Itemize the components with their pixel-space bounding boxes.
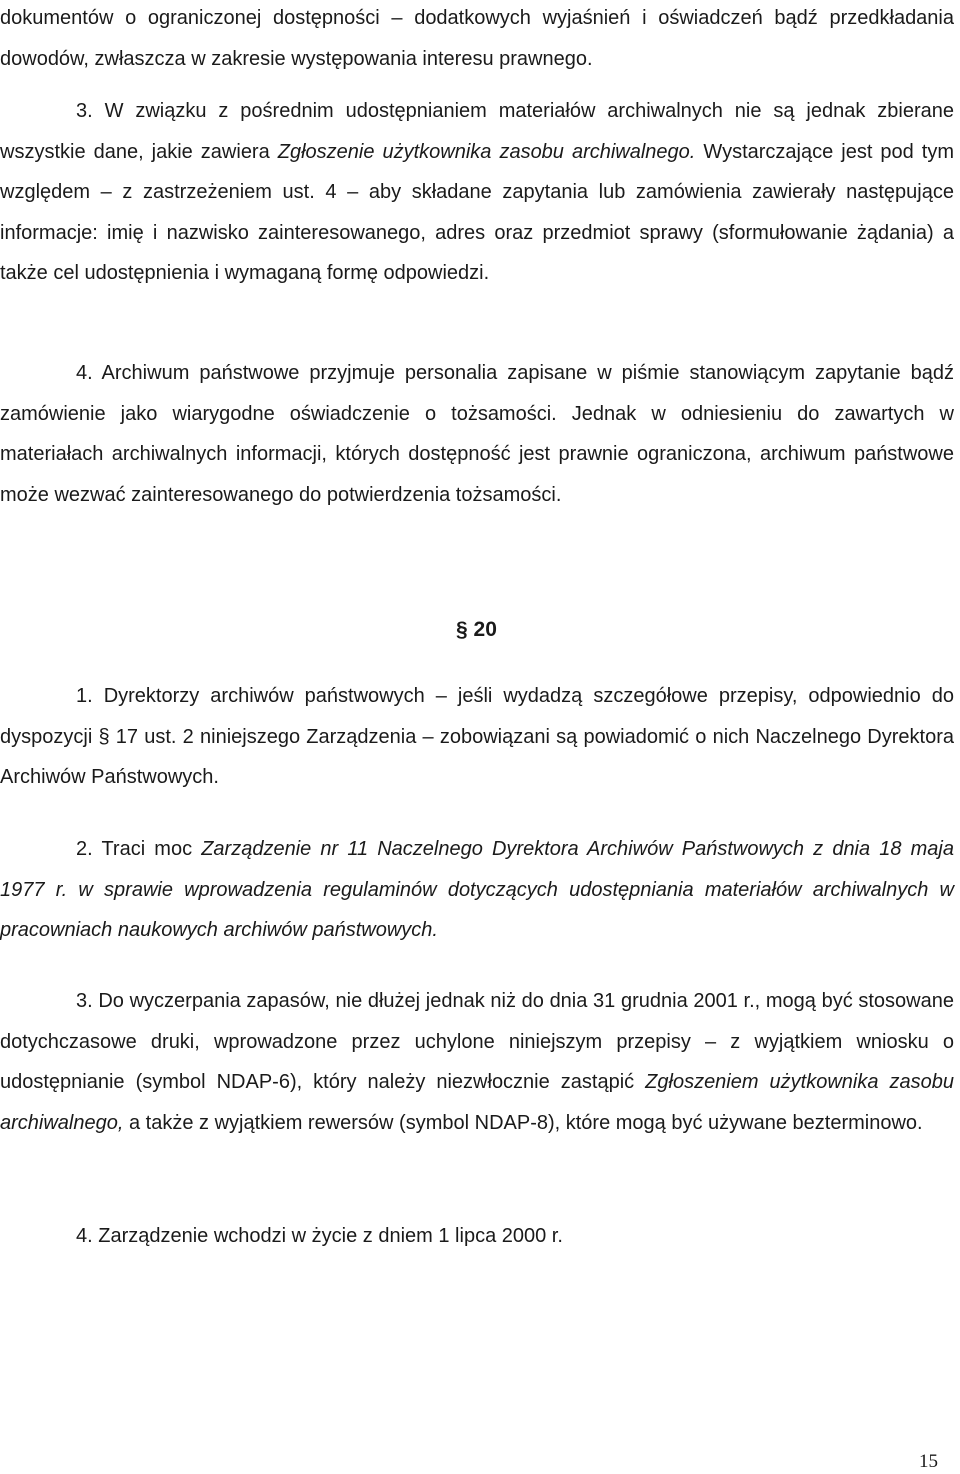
paragraph-3 xyxy=(0,91,954,294)
section-20-paragraph-4-text: 4. Zarządzenie wchodzi w życie z dniem 1 lipca 2000 r. xyxy=(76,1225,563,1247)
paragraph-3-italic: Zgłoszenie użytkownika zasobu archiwalnego. xyxy=(277,140,696,163)
paragraph-4-text: 4. Archiwum państwowe przyjmuje personalia zapisane w piśmie stanowiącym zapytanie bądź zamówienie jako wiarygodne oświadczenie o tożsamości. Jednak w odniesieniu do zawartych w materiałach archiwalnych informacji, których dostępność jest prawnie ograniczona, archiwum państwowe może wezwać zainteresowanego do potwierdzenia tożsamości. xyxy=(0,362,954,506)
section-20-paragraph-3-italic: Zgłoszeniem użytkownika zasobu archiwalnego, xyxy=(0,1071,954,1134)
section-20-paragraph-2-text: 2. Traci moc xyxy=(76,838,202,860)
section-20-paragraph-2 xyxy=(0,829,954,951)
section-20-paragraph-3 xyxy=(0,981,954,1143)
paragraph-intro xyxy=(0,0,954,79)
section-heading: § 20 xyxy=(456,618,497,641)
section-20-paragraph-1-text: 1. Dyrektorzy archiwów państwowych – jeśli wydadzą szczegółowe przepisy, odpowiednio do dyspozycji § 17 ust. 2 niniejszego Zarządzenia – zobowiązani są powiadomić o nich Naczelnego Dyrektora Archiwów Państwowych. xyxy=(0,685,954,789)
paragraph-3-text-b: Wystarczające jest pod tym względem – z zastrzeżeniem ust. 4 – aby składane zapytania lub zamówienia zawierały następujące informacje: imię i nazwisko zainteresowanego, adres oraz przedmiot sprawy (sformułowanie żądania) a także cel udostępnienia i wymaganą formę odpowiedzi. xyxy=(0,140,955,285)
page-number: 15 xyxy=(919,1451,938,1472)
section-20-paragraph-3-text-a: 3. Do wyczerpania zapasów, nie dłużej jednak niż do dnia 31 grudnia 2001 r., mogą być stosowane dotychczasowe druki, wprowadzone przez uchylone niniejszym przepisy – z wyjątkiem wniosku o udostępnianie (symbol NDAP-6), który należy niezwłocznie zastąpić xyxy=(0,990,954,1094)
section-20-paragraph-3-text-b: a także z wyjątkiem rewersów (symbol NDAP-8), które mogą być używane bezterminowo. xyxy=(123,1111,923,1134)
section-20-paragraph-2-italic: Zarządzenie nr 11 Naczelnego Dyrektora Archiwów Państwowych z dnia 18 maja 1977 r. w sprawie wprowadzenia regulaminów dotyczących udostępniania materiałów archiwalnych w pracowniach naukowych archiwów państwowych. xyxy=(0,838,954,942)
paragraph-3-text-a: 3. W związku z pośrednim udostępnianiem materiałów archiwalnych nie są jednak zbierane wszystkie dane, jakie zawiera xyxy=(0,100,954,163)
paragraph-4 xyxy=(0,353,954,515)
paragraph-intro-text: dokumentów o ograniczonej dostępności – dodatkowych wyjaśnień i oświadczeń bądź przedkładania dowodów, zwłaszcza w zakresie występowania interesu prawnego. xyxy=(0,7,954,70)
section-20-paragraph-4 xyxy=(0,1216,954,1257)
section-20-paragraph-1 xyxy=(0,676,954,798)
